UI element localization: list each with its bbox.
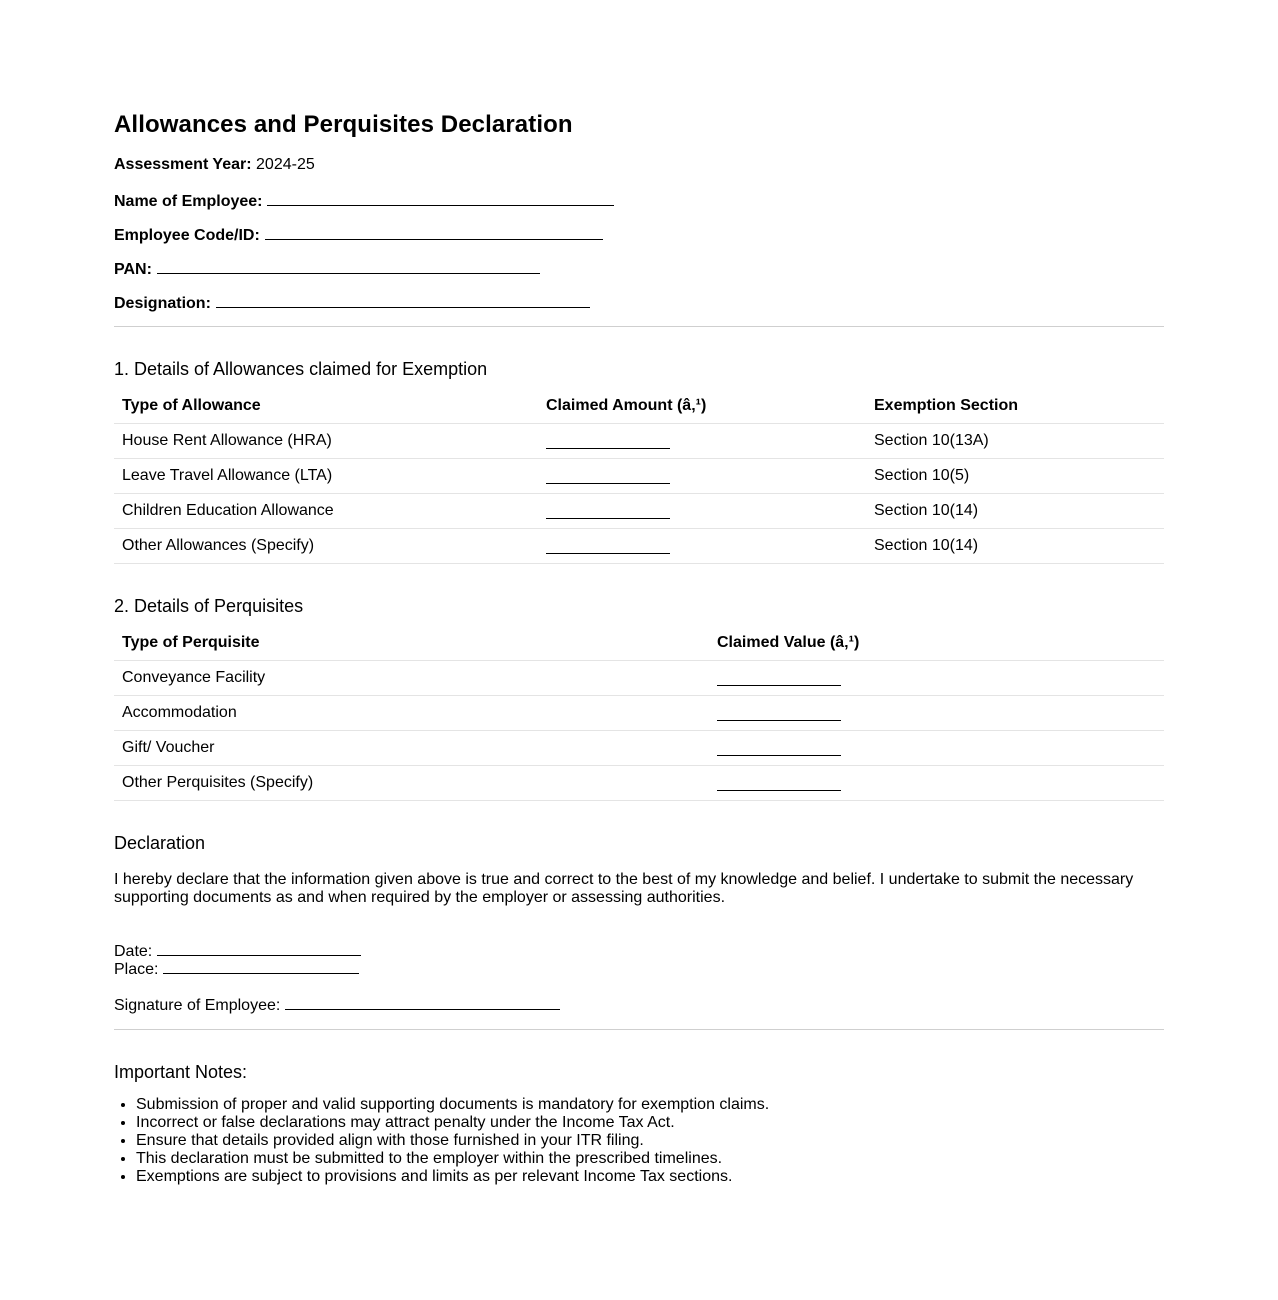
assessment-year-value: 2024-25 <box>256 156 315 173</box>
designation-field <box>114 291 590 311</box>
declaration-heading: Declaration <box>114 833 206 853</box>
exemption-section: Section 10(14) <box>866 529 1164 564</box>
amount-cell <box>538 424 866 459</box>
table-row <box>114 424 1164 459</box>
value-cell <box>709 696 1164 731</box>
employee-name-blank[interactable] <box>267 189 614 206</box>
employee-code-label: Employee Code/ID: <box>114 227 260 244</box>
value-blank[interactable] <box>717 704 841 721</box>
assessment-year-label: Assessment Year: <box>114 156 252 173</box>
table-header-row <box>114 388 1164 424</box>
column-header: Type of Perquisite <box>114 625 709 661</box>
list-item: • Submission of proper and valid supporting documents is mandatory for exemption claims. <box>136 1096 769 1114</box>
pan-blank[interactable] <box>157 257 540 274</box>
perquisites-heading: 2. Details of Perquisites <box>114 596 304 616</box>
date-field <box>114 941 361 959</box>
list-item: • Ensure that details provided align with those furnished in your ITR filing. <box>136 1132 769 1150</box>
value-cell <box>709 766 1164 801</box>
perquisite-type: Gift/ Voucher <box>114 731 709 766</box>
table-row <box>114 731 1164 766</box>
designation-label: Designation: <box>114 295 211 312</box>
table-row <box>114 696 1164 731</box>
list-item: • Exemptions are subject to provisions and limits as per relevant Income Tax sections. <box>136 1168 769 1186</box>
pan-field <box>114 257 540 277</box>
list-item: • Incorrect or false declarations may attract penalty under the Income Tax Act. <box>136 1114 769 1132</box>
table-row <box>114 494 1164 529</box>
allowances-table <box>114 388 1164 564</box>
column-header: Claimed Value (â‚¹) <box>709 625 1164 661</box>
perquisite-type: Accommodation <box>114 696 709 731</box>
column-header: Type of Allowance <box>114 388 538 424</box>
place-blank[interactable] <box>163 959 359 974</box>
exemption-section: Section 10(14) <box>866 494 1164 529</box>
notes-heading: Important Notes: <box>114 1062 248 1082</box>
designation-blank[interactable] <box>216 291 590 308</box>
divider <box>114 1029 1164 1030</box>
table-row <box>114 459 1164 494</box>
list-item: • This declaration must be submitted to the employer within the prescribed timelines. <box>136 1150 769 1168</box>
value-blank[interactable] <box>717 774 841 791</box>
table-header-row <box>114 625 1164 661</box>
declaration-text: I hereby declare that the information given above is true and correct to the best of my knowledge and belief. I undertake to submit the necessary supporting documents as and when required by the employer or assessing authorities. <box>114 871 1134 906</box>
amount-cell <box>538 459 866 494</box>
allowance-type: Other Allowances (Specify) <box>114 529 538 564</box>
exemption-section: Section 10(5) <box>866 459 1164 494</box>
place-label: Place: <box>114 961 159 978</box>
table-row <box>114 661 1164 696</box>
allowance-type: Leave Travel Allowance (LTA) <box>114 459 538 494</box>
amount-blank[interactable] <box>546 537 670 554</box>
date-label: Date: <box>114 943 153 960</box>
amount-blank[interactable] <box>546 467 670 484</box>
exemption-section: Section 10(13A) <box>866 424 1164 459</box>
amount-cell <box>538 494 866 529</box>
employee-name-field <box>114 189 614 209</box>
amount-blank[interactable] <box>546 502 670 519</box>
amount-blank[interactable] <box>546 432 670 449</box>
amount-cell <box>538 529 866 564</box>
assessment-year-field <box>114 155 315 175</box>
perquisite-type: Conveyance Facility <box>114 661 709 696</box>
divider <box>114 326 1164 327</box>
table-row <box>114 766 1164 801</box>
column-header: Exemption Section <box>866 388 1164 424</box>
employee-name-label: Name of Employee: <box>114 193 263 210</box>
date-blank[interactable] <box>157 941 361 956</box>
place-field <box>114 959 359 977</box>
allowance-type: House Rent Allowance (HRA) <box>114 424 538 459</box>
value-cell <box>709 731 1164 766</box>
signature-field <box>114 995 560 1013</box>
value-blank[interactable] <box>717 739 841 756</box>
page-title: Allowances and Perquisites Declaration <box>114 111 573 138</box>
table-row <box>114 529 1164 564</box>
allowances-heading: 1. Details of Allowances claimed for Exemption <box>114 359 488 379</box>
perquisites-table <box>114 625 1164 801</box>
signature-blank[interactable] <box>285 995 560 1010</box>
value-blank[interactable] <box>717 669 841 686</box>
value-cell <box>709 661 1164 696</box>
employee-code-blank[interactable] <box>265 223 603 240</box>
signature-label: Signature of Employee: <box>114 997 281 1014</box>
notes-list <box>114 1096 769 1186</box>
pan-label: PAN: <box>114 261 152 278</box>
perquisite-type: Other Perquisites (Specify) <box>114 766 709 801</box>
column-header: Claimed Amount (â‚¹) <box>538 388 866 424</box>
employee-code-field <box>114 223 603 243</box>
allowance-type: Children Education Allowance <box>114 494 538 529</box>
